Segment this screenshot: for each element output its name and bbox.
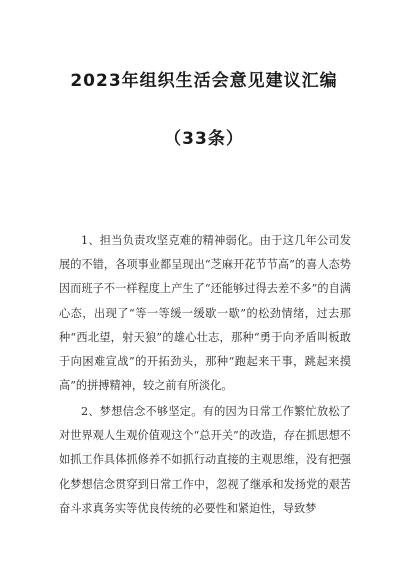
paragraph-1: 1、担当负责攻坚克难的精神弱化。由于这几年公司发展的不错，各项事业都呈现出“芝麻开花节节高”的喜人态势因而班子不一样程度上产生了“还能够过得去差不多”的自满心态，出现了“等一等缓一缓歇一歇”的松劲情绪，过去那种“西北望，射天狼”的雄心壮志，那种“勇于向矛盾叫板敢于向困难宣战”的开拓劲头，那种“跑起来干事，跳起来摸高”的拼搏精神，较之前有所淡化。 [59,234,351,393]
paragraph-2: 2、梦想信念不够坚定。有的因为日常工作繁忙放松了对世界观人生观价值观这个“总开关”的改造，存在抓思想不如抓工作具体抓修养不如抓行动直接的主观思维，没有把强化梦想信念贯穿到日常工作中，忽视了继承和发扬党的艰苦奋斗求真务实等优良传统的必要性和紧迫性，导致梦 [59,405,351,515]
document-subtitle: （33条） [164,129,244,149]
document-title: 2023年组织生活会意见建议汇编 [70,71,338,91]
